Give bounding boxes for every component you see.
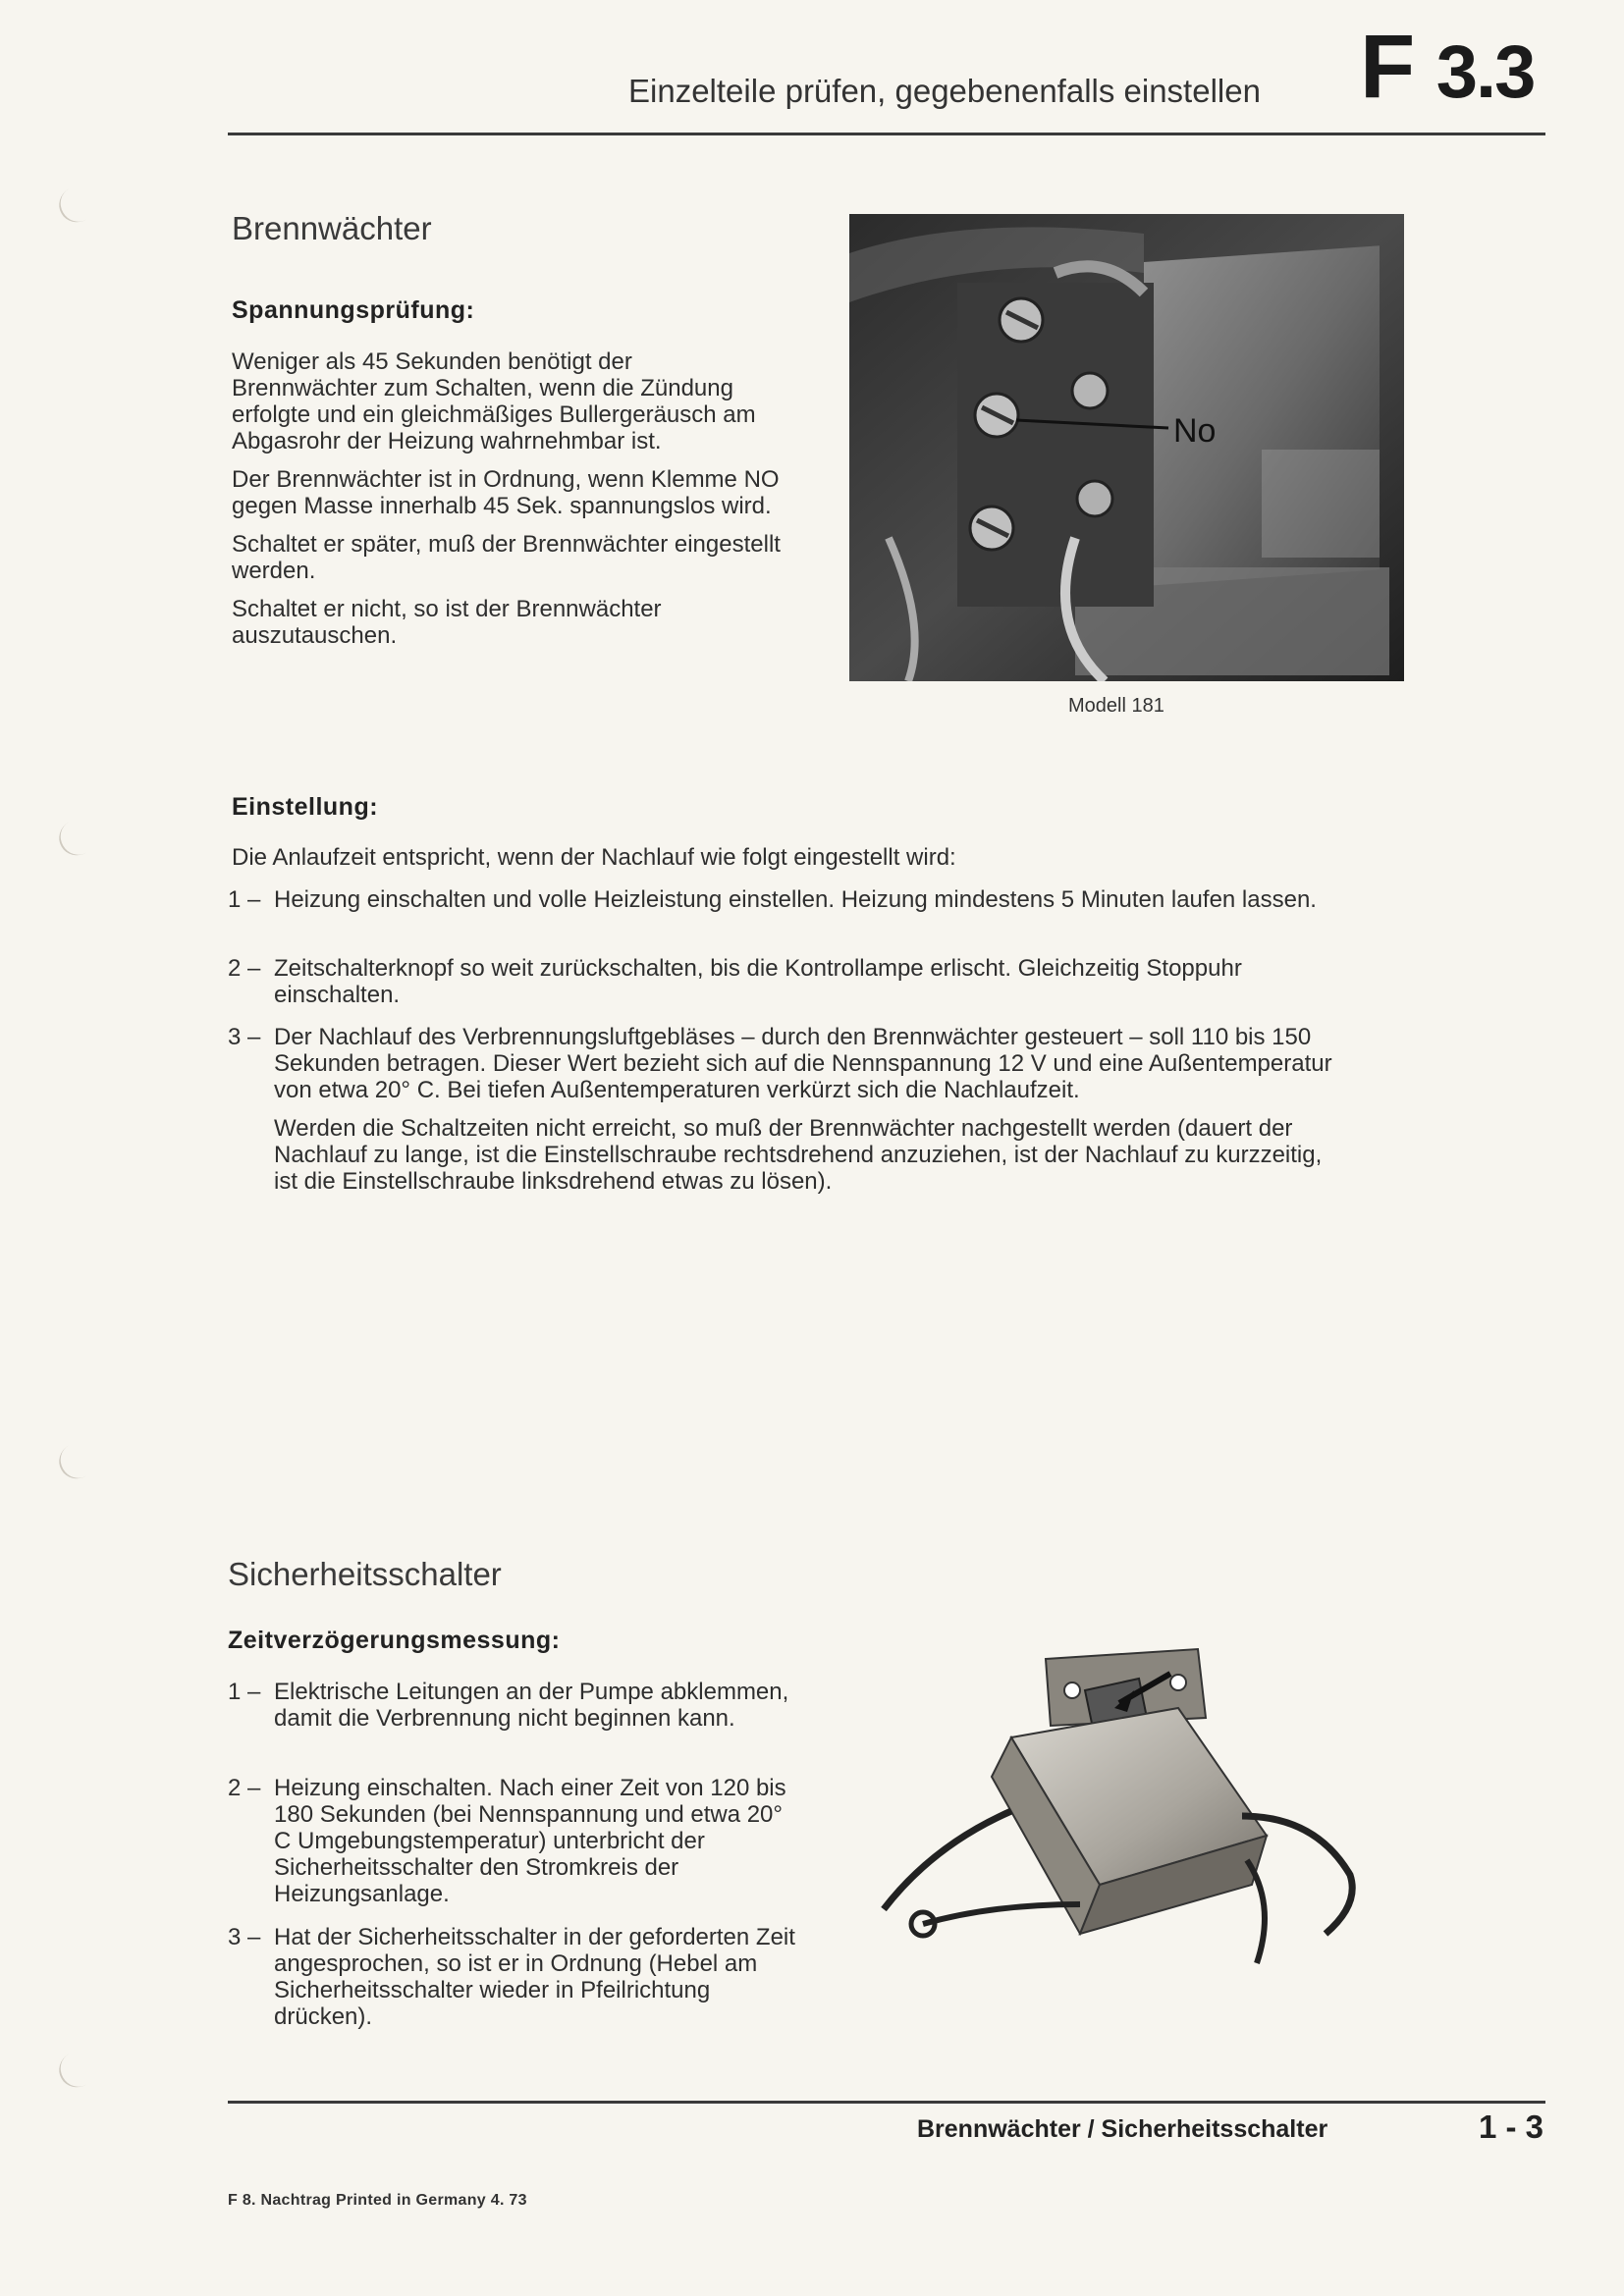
punch-hole-mark	[53, 813, 103, 862]
header-rule	[228, 133, 1545, 135]
header-title: Einzelteile prüfen, gegebenenfalls einstellen	[628, 73, 1261, 109]
punch-hole-mark	[53, 180, 103, 229]
punch-hole-mark	[53, 2045, 103, 2094]
spannungspruefung-heading: Spannungsprüfung:	[232, 296, 475, 324]
paragraph: Der Brennwächter ist in Ordnung, wenn Klemme NO gegen Masse innerhalb 45 Sek. spannungslos wird.	[232, 466, 780, 519]
section-letter: F	[1360, 17, 1414, 117]
step-text: Elektrische Leitungen an der Pumpe abklemmen, damit die Verbrennung nicht beginnen kann.	[274, 1679, 789, 1732]
footer-title: Brennwächter / Sicherheitsschalter	[917, 2115, 1328, 2143]
paragraph: Schaltet er nicht, so ist der Brennwächter auszutauschen.	[232, 596, 662, 649]
list-item	[228, 886, 1347, 913]
step-text: Heizung einschalten und volle Heizleistung einstellen. Heizung mindestens 5 Minuten laufen lassen.	[274, 886, 1317, 913]
step-number: 1 –	[228, 886, 261, 913]
brennwaechter-photo	[849, 214, 1404, 681]
step-number: 1 –	[228, 1679, 261, 1705]
section-code	[1360, 17, 1535, 117]
step-text: Heizung einschalten. Nach einer Zeit von 120 bis 180 Sekunden (bei Nennspannung und etwa 20° C Umgebungstemperatur) unterbricht der Sicherheitsschalter den Stromkreis der Heizungsanlage.	[274, 1775, 786, 1907]
list-item	[228, 955, 1347, 1008]
footer-rule	[228, 2101, 1545, 2104]
step-text: Zeitschalterknopf so weit zurückschalten, bis die Kontrollampe erlischt. Gleichzeitig Stoppuhr einschalten.	[274, 955, 1242, 1008]
section-title-brennwaechter: Brennwächter	[232, 210, 432, 246]
print-note: F 8. Nachtrag Printed in Germany 4. 73	[228, 2192, 527, 2209]
step-note: Werden die Schaltzeiten nicht erreicht, so muß der Brennwächter nachgestellt werden (dauert der Nachlauf zu lange, ist die Einstellschraube rechtsdrehend anzuziehen, ist der Nachlauf zu kurzzeitig, ist die Einstellschraube linksdrehend etwas zu lösen).	[274, 1115, 1323, 1195]
paragraph: Schaltet er später, muß der Brennwächter eingestellt werden.	[232, 531, 781, 584]
list-item	[228, 1775, 797, 1907]
page-number: 1 - 3	[1479, 2109, 1544, 2145]
step-number: 2 –	[228, 1775, 261, 1801]
terminal-label: No	[1173, 412, 1217, 450]
einstellung-intro: Die Anlaufzeit entspricht, wenn der Nachlauf wie folgt eingestellt wird:	[232, 844, 956, 871]
einstellung-heading: Einstellung:	[232, 793, 379, 821]
step-number: 3 –	[228, 1924, 261, 1950]
punch-hole-mark	[53, 1436, 103, 1485]
section-title-sicherheitsschalter: Sicherheitsschalter	[228, 1556, 502, 1592]
step-text: Der Nachlauf des Verbrennungsluftgebläses – durch den Brennwächter gesteuert – soll 110 bis 150 Sekunden betragen. Dieser Wert bezieht sich auf die Nennspannung 12 V und eine Außentemperatur von etwa 20° C. Bei tiefen Außentemperaturen verkürzt sich die Nachlaufzeit.	[274, 1024, 1332, 1103]
step-number: 2 –	[228, 955, 261, 982]
list-item	[228, 1679, 797, 1732]
zeitverzoegerung-heading: Zeitverzögerungsmessung:	[228, 1627, 561, 1654]
sicherheitsschalter-illustration	[854, 1610, 1404, 1993]
paragraph: Weniger als 45 Sekunden benötigt der Brennwächter zum Schalten, wenn die Zündung erfolgte und ein gleichmäßiges Bullergeräusch am Abgasrohr der Heizung wahrnehmbar ist.	[232, 348, 756, 454]
section-number: 3.3	[1435, 30, 1535, 114]
list-item	[228, 1924, 797, 2030]
list-item	[228, 1024, 1347, 1195]
photo-caption: Modell 181	[1068, 695, 1164, 717]
spannungspruefung-text	[232, 348, 782, 661]
step-text: Hat der Sicherheitsschalter in der geforderten Zeit angesprochen, so ist er in Ordnung (Hebel am Sicherheitsschalter wieder in Pfeilrichtung drücken).	[274, 1924, 795, 2030]
step-number: 3 –	[228, 1024, 261, 1050]
